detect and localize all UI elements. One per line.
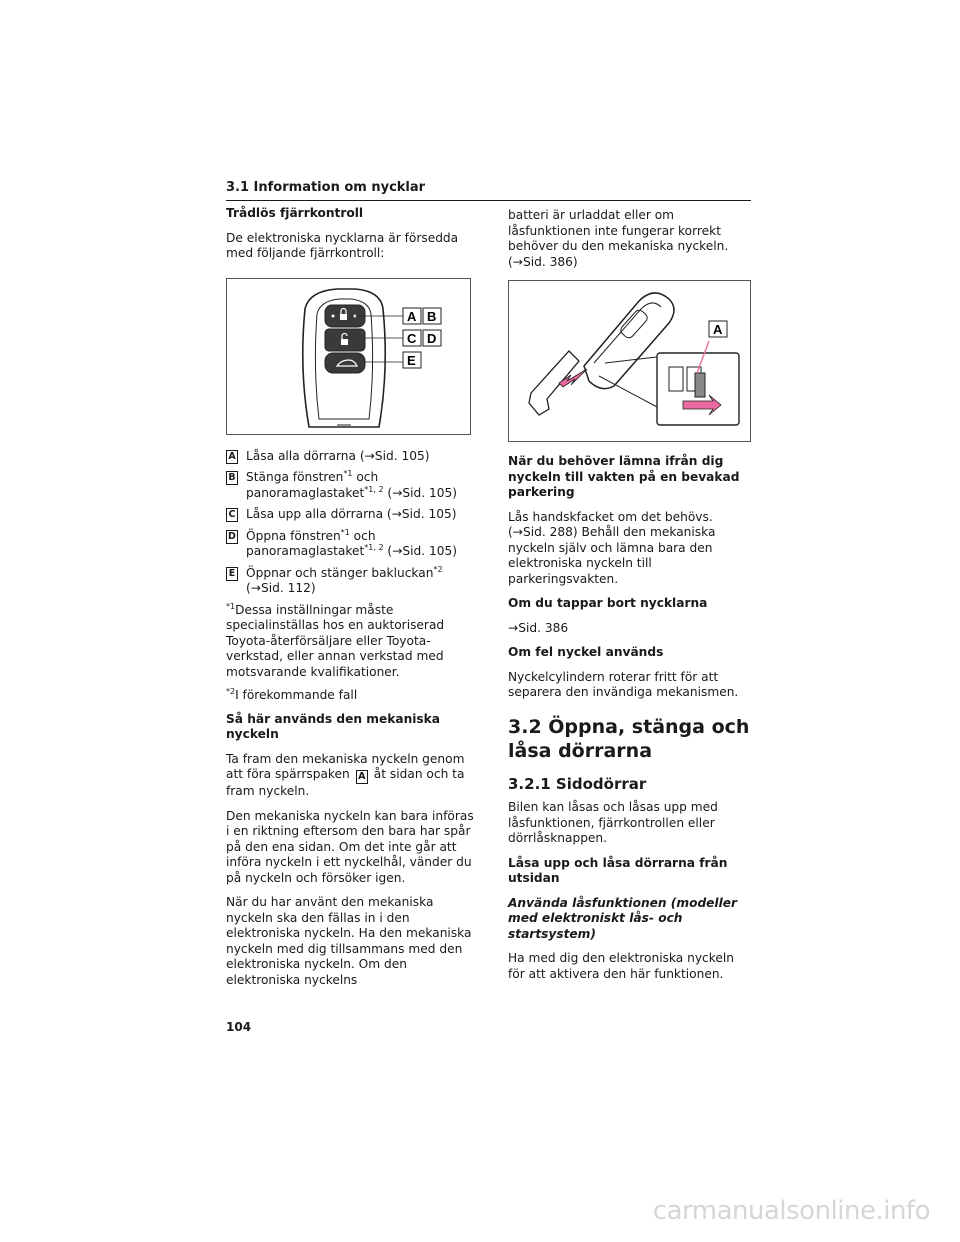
continued-paragraph: batteri är urladdat eller om låsfunktionen inte fungerar korrekt behöver du den mekaniska nyckeln. (→Sid. 386) [508,208,729,269]
list-item-c [226,507,476,523]
key-fob-illustration [227,279,470,434]
callout-d: D [427,330,437,346]
section-heading-3-2: 3.2 Öppna, stänga och låsa dörrarna [508,715,750,762]
intro-paragraph: De elektroniska nycklarna är försedda med följande fjärrkontroll: [226,230,459,260]
badge-d: D [226,530,238,544]
heading-outside: Låsa upp och låsa dörrarna från utsidan [508,855,728,885]
callout-labels [403,308,441,368]
footnote-2: $^{*2}$I förekommande fall [226,686,358,702]
mech-paragraph-2: Den mekaniska nyckeln kan bara införas i en riktning eftersom den bara har spår på den ena sidan. Om det inte går att införa nyckeln i ett nyckelhål, vänder du på nyckeln och försöker igen. [226,808,474,885]
lost-keys-ref: →Sid. 386 [508,620,569,635]
heading-mechanical-key: Så här används den mekaniska nyckeln [226,711,441,741]
item-c-text: Låsa upp alla dörrarna (→Sid. 105) [246,507,457,521]
smart-entry-paragraph: Ha med dig den elektroniska nyckeln för att aktivera den här funktionen. [508,951,734,981]
mech-paragraph-3: När du har använt den mekaniska nyckeln ska den fällas in i den elektroniska nyckeln. Ha den mekaniska nyckeln med dig tillsammans med den elektroniska nyckeln. Om den elektroniska nyckelns [226,895,472,987]
callout-fig2-a: A [713,322,723,337]
section-header [226,180,751,201]
mech-paragraph-1: Ta fram den mekaniska nyckeln genom att föra spärrspaken A åt sidan och ta fram nyckeln. [226,751,465,798]
right-column [508,208,753,991]
mechanical-key-illustration [509,281,750,441]
badge-e: E [226,567,238,581]
badge-b: B [226,471,238,485]
section-title: 3.1 Information om nycklar [226,180,426,195]
subsection-heading-3-2-1: 3.2.1 Sidodörrar [508,774,647,793]
heading-smart-entry: Använda låsfunktionen (modeller med elektroniskt lås- och startsystem) [508,895,738,941]
list-item-d [226,529,476,560]
key-fob-figure [226,278,471,435]
watermark: carmanualsonline.info [652,1196,930,1226]
valet-paragraph: Lås handskfacket om det behövs. (→Sid. 288) Behåll den mekaniska nyckeln själv och lämna bara den elektroniska nyckeln till parkeringsvakten. [508,509,716,586]
heading-wrong-key: Om fel nyckel används [508,645,664,659]
item-d-text: Öppna fönstren$^{*1}$ och panoramaglastaket$^{*1, 2}$ (→Sid. 105) [246,527,458,558]
badge-a: A [226,450,238,464]
page-number: 104 [226,1020,252,1034]
wrong-key-paragraph: Nyckelcylindern roterar fritt för att separera den invändiga mekanismen. [508,669,739,699]
footnote-1: $^{*1}$Dessa inställningar måste specialinställas hos en auktoriserad Toyota-återförsäljare eller Toyota-verkstad, eller annan verkstad med motsvarande kvalifikationer. [226,601,445,679]
list-item-b [226,470,476,501]
item-e-text: Öppnar och stänger bakluckan$^{*2}$ (→Sid. 112) [246,564,443,595]
list-item-a [226,449,476,465]
badge-c: C [226,508,238,522]
mechanical-key-figure [508,280,751,442]
heading-lost-keys: Om du tappar bort nycklarna [508,596,708,610]
side-doors-paragraph: Bilen kan låsas och låsas upp med låsfunktionen, fjärrkontrollen eller dörrlåsknappen. [508,800,718,845]
callout-a: A [407,308,417,324]
callout-e: E [407,352,416,368]
item-b-text: Stänga fönstren$^{*1}$ och panoramaglastaket$^{*1, 2}$ (→Sid. 105) [246,468,458,500]
item-a-text: Låsa alla dörrarna (→Sid. 105) [246,448,430,463]
left-column [226,206,476,997]
callout-c: C [407,330,417,346]
inline-badge-a: A [356,770,368,784]
heading-wireless-remote: Trådlös fjärrkontroll [226,206,364,220]
callout-b: B [427,308,437,324]
heading-valet: När du behöver lämna ifrån dig nyckeln till vakten på en bevakad parkering [508,454,740,499]
list-item-e [226,566,476,597]
